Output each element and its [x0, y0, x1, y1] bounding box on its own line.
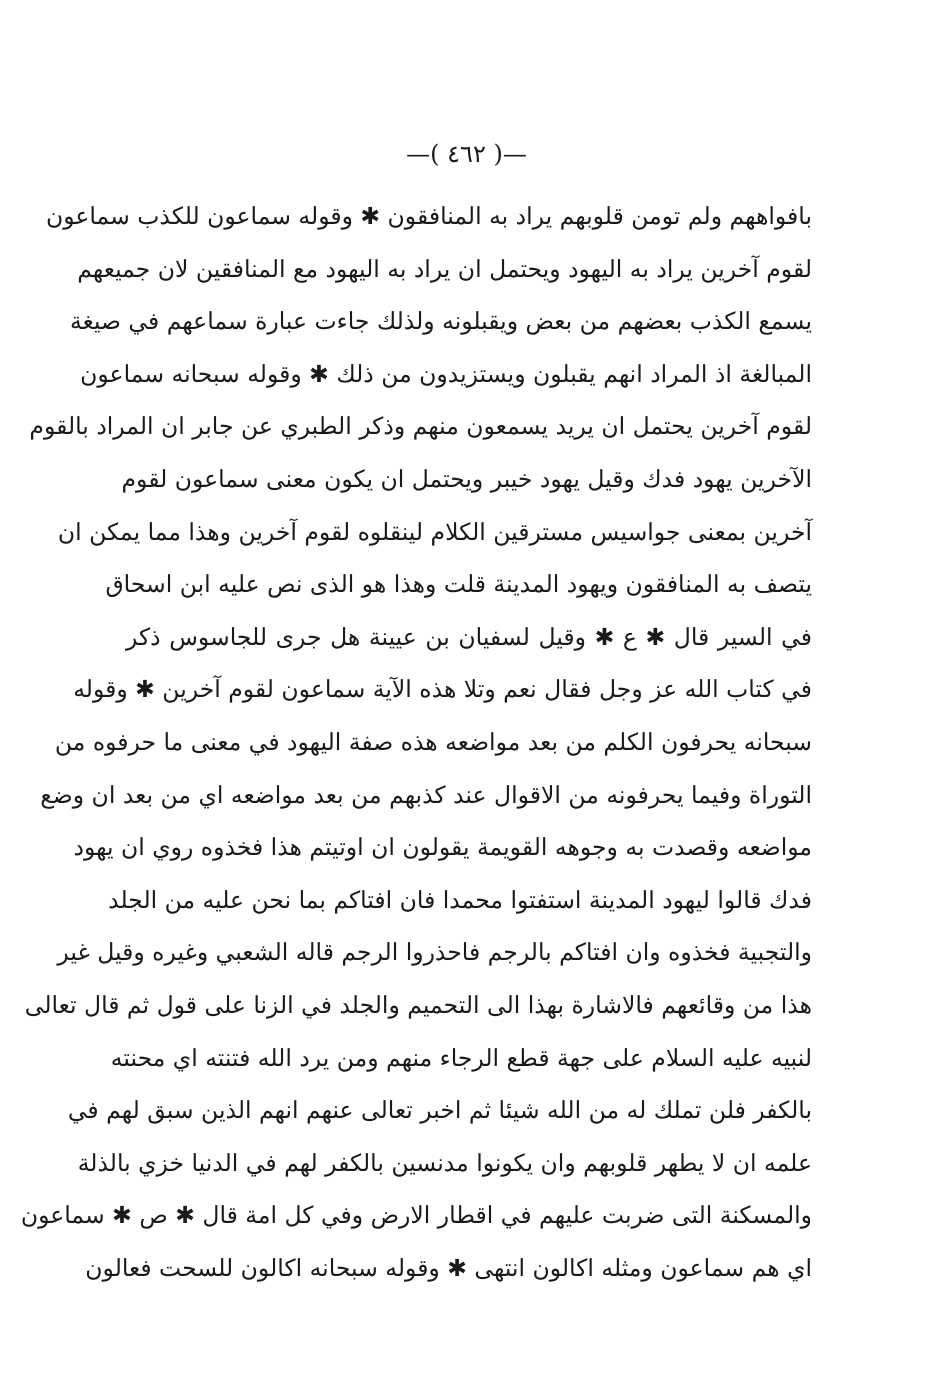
text-line: الآخرين يهود فدك وقيل يهود خيبر ويحتمل ان يكون معنى سماعون لقوم	[121, 464, 812, 493]
text-line: لقوم آخرين يراد به اليهود ويحتمل ان يراد به اليهود مع المنافقين لان جميعهم	[77, 254, 812, 283]
text-line: يسمع الكذب بعضهم من بعض ويقبلونه ولذلك جاءت عبارة سماعهم في صيغة	[69, 307, 812, 336]
text-line: بافواههم ولم تومن قلوبهم يراد به المنافقون ✱ وقوله سماعون للكذب سماعون	[45, 202, 812, 230]
text-line: والمسكنة التى ضربت عليهم في اقطار الارض وفي كل امة قال ✱ ص ✱ سماعون	[20, 1201, 812, 1230]
body-text	[20, 190, 812, 1294]
text-line: في السير قال ✱ ع ✱ وقيل لسفيان بن عيينة هل جرى للجاسوس ذكر	[126, 622, 812, 651]
text-line: سبحانه يحرفون الكلم من بعد مواضعه هذه صفة اليهود في معنى ما حرفوه من	[54, 727, 812, 756]
text-line: لنبيه عليه السلام على جهة قطع الرجاء منهم ومن يرد الله فتنته اي محنته	[110, 1043, 812, 1072]
text-line: فدك قالوا ليهود المدينة استفتوا محمدا فان افتاكم بما نحن عليه من الجلد	[108, 885, 812, 914]
text-line: مواضعه وقصدت به وجوهه القويمة يقولون ان اوتيتم هذا فخذوه روي ان يهود	[73, 833, 812, 862]
text-line: والتجبية فخذوه وان افتاكم بالرجم فاحذروا الرجم قاله الشعبي وغيره وقيل غير	[57, 938, 812, 967]
text-line: هذا من وقائعهم فالاشارة بهذا الى التحميم والجلد في الزنا على قول ثم قال تعالى	[24, 990, 812, 1019]
text-line: التوراة وفيما يحرفونه من الاقوال عند كذبهم من بعد مواضعه اي من بعد ان وضع	[40, 780, 812, 809]
page-number: —( ٤٦٢ )—	[406, 140, 527, 168]
text-line: آخرين بمعنى جواسيس مسترقين الكلام لينقلوه لقوم آخرين وهذا مما يمكن ان	[57, 517, 812, 546]
text-line: في كتاب الله عز وجل فقال نعم وتلا هذه الآية سماعون لقوم آخرين ✱ وقوله	[73, 675, 812, 704]
text-line: المبالغة اذ المراد انهم يقبلون ويستزيدون من ذلك ✱ وقوله سبحانه سماعون	[80, 359, 812, 388]
text-line: بالكفر فلن تملك له من الله شيئا ثم اخبر تعالى عنهم انهم الذين سبق لهم في	[67, 1096, 812, 1125]
text-line: اي هم سماعون ومثله اكالون انتهى ✱ وقوله سبحانه اكالون للسحت فعالون	[85, 1253, 812, 1282]
text-line: علمه ان لا يطهر قلوبهم وان يكونوا مدنسين بالكفر لهم في الدنيا خزي بالذلة	[77, 1148, 812, 1177]
text-line: لقوم آخرين يحتمل ان يريد يسمعون منهم وذكر الطبري عن جابر ان المراد بالقوم	[29, 412, 812, 441]
text-line: يتصف به المنافقون ويهود المدينة قلت وهذا هو الذى نص عليه ابن اسحاق	[105, 570, 812, 599]
